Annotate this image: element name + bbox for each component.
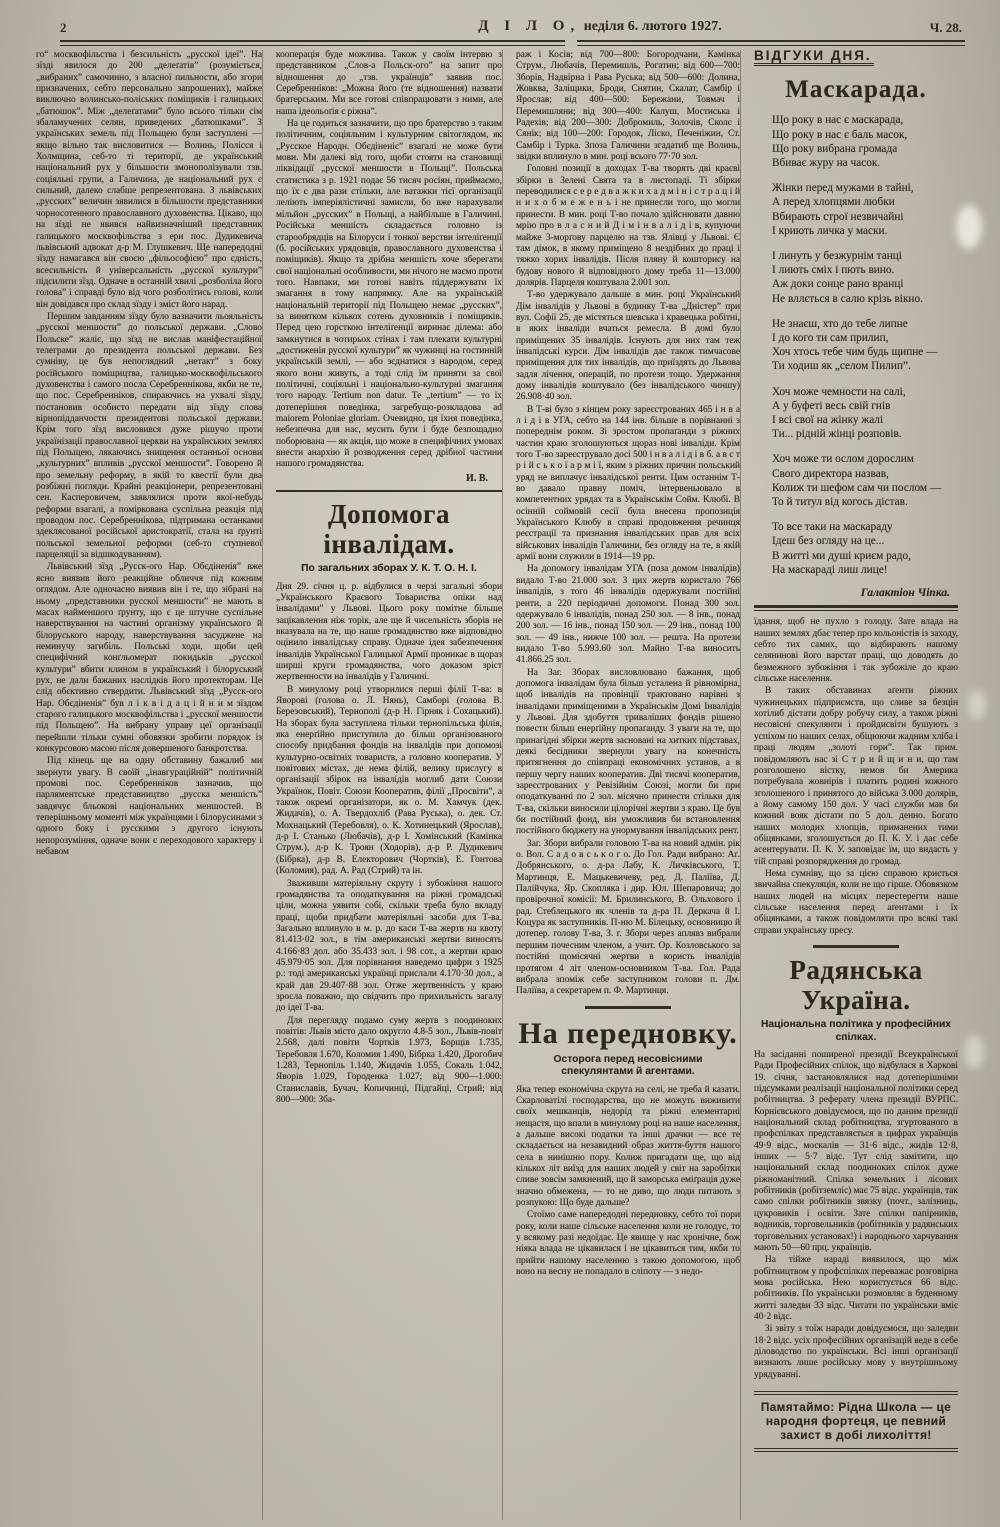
article2-paragraph: В минулому році утворилися перші філії Т-ва: в Яворові (голова о. Л. Нянь), Самборі (голова В. Березовський), Тернополі (д-р Н. Гірняк і Сохацький). На зборах була заступлена тільки тернопільська філія, яка енерґійно приступила до більш організованого способу придбання фондів на інвалідів при допомозі культурно-освітніх товариств, а головно кооператив. У повітових містах, де нема філій, велику прислугу в організації збірок на інвалідів моглиб дати Союзи Українок, Повіт. Союзи Кооператив, філії „Просвіти”, а також окремі організатори, як о. М. Хамчук (дек. Жидачів), о. А. Твердохліб (Рава Руська), о. дек. Ст. Мохнацький (Теребовля), о. К. Хотинецький (Ярослав), д-р І. Станько (Любачів), д-р І. Хомінський (Камінка Струм.), д-р К. Троян (Ходорів), д-р Р. Дудикевич (Бібрка), д-р В. Електорович (Чортків), Е. Гонтова (Коломия), рад. А. Рад (Стрий) та ін.	[276, 684, 502, 877]
section-divider	[754, 605, 958, 611]
poem-line: Ти... рідній жінці розповів.	[772, 428, 902, 441]
article2-paragraph: На допомогу інвалідам УГА (поза домом інвалідів) видало Т-во 21.000 зол. З цих жертв користало 766 інвалідів, з того 46 інвалідів одержували постійні ренти, а 220 періодичні допомоги. Понад 300 зол. одержувало 6 інвалідів, понад 250 зол. — 8 інв., понад 200 зол. — 16 інв., понад 150 зол. — 29 інв., понад 100 зол. — 49 інв., нижче 100 зол. — решта. На протези видало Т-во 5.993.60 зол. Майно Т-ва виносить 41.866.25 зол.	[516, 564, 740, 666]
article2-paragraph: Зваживши матеріяльну скруту і зубожіння нашого громадянства та оподаткування на ріжні громадські ціли, можна уявити собі, скільки треба було вкладу праці, щоби придбати матеріяльні засоби для Т-ва. Загально вплинуло в м. р. до каси Т-ва жертв на квоту 81.413·02 зол., в тім американські жертви виносять 4.166·83 дол. або 35.433 зол. і 98 сот., а жертви краю 45.979·05 зол. Для порівнання наведемо цифри з 1925 р.: тоді американські українці прислали 4.170·30 дол., а край дав 29.407·88 зол. Отже жертвенність у краю зросла поважно, що свідчить про прихильність загалу до ідеї Т-ва.	[276, 878, 502, 1014]
poem-line: Що року в нас є баль масок,	[772, 128, 908, 141]
paper-crease	[964, 1035, 984, 1069]
poem-stanza	[772, 113, 958, 170]
poem-author-signature: Галактіон Чіпка.	[860, 587, 950, 600]
poem-stanza	[772, 452, 958, 509]
article2-paragraph: Для перегляду подамо суму жертв з поодиноких повітів: Львів місто дало округло 4.8-5 зол., Львів-повіт 2.568, далі повіти Чортків 1.973, Борщів 1.735, Теребовля 1.670, Коломия 1.490, Бібрка 1.420, Дрогобич 1.283, Тернопіль 1.140, Жидачів 1.055, Сокаль 1.042, Яворів 1.029, Городенка 1.027; від 900—1.000: Станиславів, Бучач, Копичинці, Підгайці, Стрий; від 800—900: Зба-	[276, 1015, 502, 1106]
poem-headline: Маскарада.	[785, 76, 927, 104]
issue-date: неділя 6. лютого 1927.	[583, 19, 722, 34]
article3-subtitle: Осторога перед несовісними спекулянтами й агентами.	[553, 1053, 703, 1078]
section-header-vidhuky-dnia: ВІДГУКИ ДНЯ.	[754, 50, 874, 66]
article1-paragraph: кооперація буде можлива. Також у своїм інтервю з представником „Слов-а Польск-ого” на запит про відношення до „тзв. українців” заявив пос. Серебренніков: „Можна його (те відношення) назвати братерським. Ми все готові співпрацювати з ними, але наша ідеольоґія є ріжна”.	[276, 50, 502, 117]
poem-line: Хоч може ти ослом дорослим	[772, 453, 914, 466]
poem-stanza	[772, 520, 958, 577]
masthead	[0, 18, 1000, 44]
article2-paragraph: раж і Косів; від 700—800: Богородчани, Камінка Струм., Любачів, Перемишль, Рогатин; від 600—700: Зборів, Надвірна і Рава Руська; від 500—600: Долина, Жовква, Заліщики, Броди, Снятин, Скалат, Самбір і Ярослав; від 400—500: Бережани, Товмач і Перемишляни; від 300—400: Калуш, Мостиська і Радехів; від 200—300: Добромиль, Золочів, Сколє і Сянік; від 100—200: Городок, Ліско, Печеніжин, Ст. Самбір і Турка. Зпоза Галичини згадатиб ще Волинь, звідки вплинуло в мин. році всього 77·70 зол.	[516, 50, 740, 163]
poem-line: Ідеш без огляду на це...	[772, 535, 885, 548]
article1-paragraph: Під кінець ще на одну обставину бажалиб ми звернути увагу. В своїй „інавгураційній” політичній промові пос. Серебренніков зазначив, що парляментське представництво „русска меншість” завдячує бльокові національних меншостей. В теперішньому моменті між українцями і білорусинами з одного боку і русскими з другого існують непорозуміння, одначе вони є переходового характеру і небавом	[36, 756, 262, 858]
poem-line: А у буфеті весь свій гнів	[772, 399, 891, 412]
masthead-rule-right	[577, 40, 965, 46]
poem-line: Що року в нас є маскарада,	[772, 114, 904, 127]
poem-line: І линуть у безжурнім танці	[772, 249, 902, 262]
ridna-shkola-slogan: Памятаймо: Рідна Школа — це народня фортеця, це певний захист в добі лихоліття!	[760, 1399, 952, 1442]
article4-paragraph: Зі звіту з тоїж наради довідуємося, що заледви 18·2 відс. усіх професійних організацій веде в себе діловодство по українськи. Всі інші організації визнають лише російську мову у внутрішньому урядуванні.	[754, 1324, 958, 1380]
article4-paragraph: На засіданні поширеної президії Всеукраїнської Ради Професійних спілок, що відбулася в Харкові 19. січня, застановлялися над дотеперішніми підсумками реалізації національної політики серед робітництва. З реферату члена президії ВУРПС. Корнієвського довідуємося, що по даним президії національний склад робітництва, згуртованого в профспілках представляється в цифрах українців 49·9 відс., москалів — 31·6 відс., жидів 12·8, інших — 5·7 відс. Тут слід замітити, що національний склад поодиноких спілок дуже ріжноманітний. Спілка земельних і лісових робітників (робітземліс) має 75 відс. українців, так само спілки робітників звязку (почт., залізниць, цукровиків і освіти. Зате спілки папірників, водників, торговельників (робітників у радянських торговельних установах!) і народнього харчування мають 50—60 прц. українців.	[754, 1050, 958, 1253]
article4-paragraph: На тійже нараді виявилося, що між робітництвом у профспілках переважає розговірна мова російська. Нею користується 66 відс. робітників. По українськи розмовляє в буденному житті заледви 33 відс. Читати по українськи вміє 40·2 відс.	[754, 1255, 958, 1322]
poem-line: І всі свої на жінку жалі	[772, 414, 884, 426]
article2-paragraph: Т-во удержувало дальше в мин. році Український Дім інвалідів у Львові в будинку Т-ва „Дністер” при вул. Софії 25, де містяться шевська і кравецька робітні, в яких інваліди вчаться ремесла. В домі було приміщених 35 інвалідів. Існують для них там теж інвалідські курси. Дім інвалідів дає також тимчасове приміщення для тих інвалідів, що приїздять до Львова задля лічення, операцій, по протези тощо. Удержання дому інвалідів коштувало (без інвалідського чиншу) 26.908·40 зол.	[516, 290, 740, 403]
page-number: 2	[60, 20, 67, 35]
article1-paragraph: Львівський зїзд „Русск-ого Нар. Обєдіненія” вже ясно виявив його реакційне обличчя під кожним оглядом. Але одночасно виявив він і те, що зібрані на ньому „представники русскої меншости” не мають в масах найменшого ґрунту, що є це штучне суспільне наверствування на частині організму українського й білоруського народу, наверствування засуджене на неминучу загибіль. Польські ходи, щоби цей специфічний конґльомерат покидьків „русскої культури” вбити клином в український і білоруський рух, не дали бажаних наслідків його протекторам. Це слід обєктивно ствердити. Львівський зїзд „Русск-ого Нар. Обєдіненія” був л і к в і д а ц і й н и м зїздом старого галицького москвофільства і „русскої меншости під Польщею”. На вибрану управу цеї організації перейшли тільки сумні обовязки зробити порядок із конкурсовою масою після довершеного банкротства.	[36, 562, 262, 754]
article2-paragraph: На Заг. Зборах висловлювано бажання, щоб допомога інвалідам була більш усталена й рівномірна, щоб інвалідів на провінції трактовано нарівні з інвалідами приміщеними в Українськім Домі Інвалідів у Львові. Для здобуття триваліших фондів рішено повести більш енерґійну пропаґанду. З уваги на те, що принагідні збірки жертв засновані на хитких підставах, деякі бесідники звернули увагу на конечність притягнення до співпраці економічних установ, а в першу чергу наших кооператив. Дві тисячі кооператив, зареєстрованих у Ревізійнім Союзі, могли би при оподаткуванні по 2 зол. місячно принести стільки для Т-ва, скільки виносили цілорічні жертви з краю. Це був би постійний фонд, він уможливив би встановлення постійного бюджету на унормування інвалідських рент.	[516, 667, 740, 837]
article3-headline: На передновку.	[518, 1016, 738, 1050]
article2-paragraph: Заг. Збори вибрали головою Т-ва на новий адмін. рік о. Вол. С а д о в с ь к о г о. До Гол. Ради вибрано: Аґ. Добрянського, о. д-ра Лабу, К. Личківського, Т. Мартинця, Е. Мацькевичеву, ред. Д. Паліїва, Д. Палійчука, Яр. Скопляка і дир. Юл. Шепаровича; до провірочної комісії: М. Брилинського, В. Ольхового і рад. Стеблецького як членів та д-ра П. Деркача й І. Коцура як заступників. П-ню М. Білецьку, основницю й дотепер. голову Т-ва, З. г. Збори через аплявз вибрали першим почесним членом, а учит. Ор. Козловського за постійні щомісячні жертви в користь інвалідів протягом 4 літ членом-основником Т-ва. Гол. Рада вибрала зпоміж себе заступником голови п. Дм. Паліїва, а секретарем п. Ф. Мартинця.	[516, 838, 740, 997]
poem-line: Хоч хтось тебе чим будь щипне —	[772, 346, 938, 359]
poem-line: Аж доки сонце рано вранці	[772, 278, 904, 291]
paper-crease	[968, 690, 986, 720]
article3-paragraph: В таких обставинах аґенти ріжних чужинецьких підприємств, що сливе за безцін хотілиб дістати добру робучу силу, а також ріжні несовісні спекулянти і пройдисвіти бушують з успіхом по наших селах, обіцюючи жадним хліба і праці людям „золоті гори”. Так прим. повідомляють нас зі С т р и й щ и н и, що там розголошено вістку, немов би Америка потребувала жовнірів і платить родині кожного зголошеного і принятого до війська 3.000 долярів, а йому самому 150 дол. У часі служби мав би кожний вояк дістати по 5 дол. денно. Богато наших молодих хлопців, приманених тими обіцянками, зголошується до П. К. У. і дає себе асентерувати. П. К. У. заповідає їм, що видасть у тій справі розпорядження до громад.	[754, 686, 958, 867]
poem-line: В житті ми душі криєм радо,	[772, 549, 912, 562]
article2-subtitle: По загальних зборах У. К. Т. О. Н. І.	[301, 563, 477, 575]
ridna-shkola-notice-box	[754, 1391, 958, 1452]
poem-line: Жінки перед мужами в тайні,	[772, 182, 914, 195]
article1-paragraph: го“ москвофільства і безсильність „русскої ідеї”. На зїзді явилося до 200 „делеґатів” (розуміється, „вибраних” самочинно, з власної пильности, або згори призначених, себто персонально запрошених), майже виключно волинсько-поліських поміщиків і галицьких „батюшок”. Між „делеґатами” було всього тільки сім збаламучених селян, приведених „батюшками”. З українських земель під Польщею були заступлені — якщо вільно так висловитися — Волинь, Полісся і Холмщина, себ-то ті території, де український національний рух у більшости змонополізували тзв. соціяльні групи, а Галичина, де національний рух є сильний, далеко слабше репрезентована. З львівських „русских” величин зявилися в більшости представники чорносотенного православного духовенства. Цікаво, що на зїзді не явився найвизначніший представник галицького москвофільства з ери пос. Дудикевича львівський адвокат д-р М. Глушкевич. Ще напередодні зїзду намагався він своєю „фільософією” про єдність, всесильність й універсальність „русскої культури” підсилити зїзд. Одначе в останній хвилі „розболіла його голова” і справді було від чого розболітись голові, коли він довідався про склад зїзду і зміст його нарад.	[36, 50, 262, 310]
poem-line: Хоч може чемности на салі,	[772, 385, 906, 398]
article2-headline: Допомога інвалідам.	[323, 499, 455, 560]
column-1	[36, 50, 262, 1520]
section-divider	[276, 490, 502, 492]
poem-line: І лиють сміх і пють вино.	[772, 264, 895, 277]
poem-line: А перед хлопцями любки	[772, 196, 895, 209]
poem-line: Колиж ти шефом сам чи послом —	[772, 481, 942, 494]
poem-line: Не вллється в салю крізь вікно.	[772, 292, 923, 305]
poem-line: І до кого ти сам прилип,	[772, 331, 889, 344]
article3-paragraph: Нема сумніву, що за цією справою криється звичайна спекуляція, коли не що гірше. Обовязком наших людей на місцях перестерегти наше сільське населення перед аґентами і їх обіцянками, а також повідомляти про всякі такі справи українську пресу.	[754, 868, 958, 936]
poem-line: І криють личка у маски.	[772, 224, 888, 237]
poem-stanza	[772, 317, 958, 374]
poem-line: То й титул від когось дістав.	[772, 496, 908, 509]
poem-line: Вбирають строї незвичайні	[772, 210, 904, 223]
article3-paragraph: Яка тепер економічна скрута на селі, не треба й казати. Скарловатілі господарства, що не можуть виживити своїх мешканців, недорід та ріжні елементарні нещастя, що впали в минулому році на наше населення, а дальше високі податки та інші драчки — все те складається на незавидний образ життя-буття нашого села в нинішню пору. Колиж пригадати ще, що від кількох літ виїзд для наших людей у світ на заробітки сливе зовсім замкнений, що й заморська еміґрація дуже значно обмежена, — то не диво, що люди питають з розпукою: Що буде дальше?	[516, 1084, 740, 1208]
poem-line: Свого директора назвав,	[772, 467, 889, 480]
newspaper-name: Д І Л О,	[478, 18, 581, 34]
article2-paragraph: В Т-ві було з кінцем року зареєстрованих 465 і н в а л і д і в УГА, себто на 144 інв. більше в порівнанні з попереднім роком. Зі зростом пропаґанди з ріжних частин краю зголошуються щораз нові інваліди. Крім того Т-во зареєструвало досі 500 і н в а л і д і в б. а в с т р і й с ь к о ї а р м і ї, яким з ріжних причин польський уряд не виплачує інвалідської ренти. Цим останнім Т-во давало правну поміч, інтервеньювало в компетентних урядах та в Українськім Сойм. Клюбі. В осінній соймовій сесії була внесена пропозиція Українського Клюбу в справі продовження речинця реєстрації та признання інвалідських прав для всіх військових інвалідів Галичини, без огляду на те, в якій армії вони служили в 1914—19 рр.	[516, 404, 740, 563]
poem-line: Що року вибрана громада	[772, 142, 898, 155]
page-columns	[36, 50, 966, 1520]
issue-number: Ч. 28.	[929, 20, 962, 35]
article1-paragraph: На це годиться зазначити, що про братерство з таким політичним, соціяльним і культурним світоглядом, як „Русское Народн. Обєдіненіє” взагалі не може бути мови. Ми далекі від того, щоби стояти на становищі ліквідації „русскої меншости в Польщі”. Польська статистика з р. 1921 подає 56 тисяч росіян, приймаємо, що їх є два рази стільки, але ватажки тієї організації леліють імперіялістичні замисли, бо вже нарахували мільйон „русских” в Польщі, а найбільше в Галичині. Російська меншість складається головно із старообрядців на Білоруси і тонкої верстви інтеліґенції (б. російських урядовців, православного духовенства і поміщиків). Якщо та дрібна меншість хоче зберегати свої національні особливости, ми нічого не маємо проти того. Навпаки, ми готові навіть піддержувати їх змагання в тому напрямку. Але на українській національній території під Польщею немає „русских”, за винятком кількох сотень духовників і поміщиків. Перед цею горсткою інтеліґенції виринає ділема: або замкнутися в чотирьох стінах і там плекати культурні „достиженія русскої культури” як чужинці на гостинній українській землі, — або зєднатися з народом, серед якого вони живуть, а тоді слід їм приняти за свої політичні, соціяльні і національно-культурні змагання того народу. Tertium non datur. Те „tertium” — то їх дотеперішня поведінка, загребущо-розкладова ad maiorem Poloniae gloriam. Очевидно, ця їхня поведінка, небезпечна для нас, мусить бути і буде безпощадно поборювана — як акція, що може в специфічних умовах внести анархію й розводження серед дрібної частини нашого громадянства.	[276, 119, 502, 470]
poem-line: То все таки на маскараду	[772, 521, 893, 534]
poem-line: Не знаєш, хто до тебе липне	[772, 317, 908, 330]
poem-line: На маскараді лиш лице!	[772, 563, 888, 576]
article2-paragraph: Головні позиції в доходах Т-ва творять дві краєві збірки в Зелені Свята та в листопаді. Ті збірки переводилися с е р е д в а ж к и х а д м і н і с т р а ц і й н и х о б м е ж е н ь і не принесли того, що могли принести. В мин. році Т-во почало здійснювати давню мрію про в л а с н и й Д і м і н в а л і д і в, купуючи майже 3-морґову парцелю на тзв. Ялівці у Львові. Є там дімок, в якому приміщено 8 нездібних до праці і тяжко хорих інвалідів. Після пляну й кошторису на будову нового й відповідного дому треба 11—13.000 долярів. Парцеля коштувала 2.001 зол.	[516, 164, 740, 288]
article4-subtitle: Національна політика у професійних спілках.	[760, 1019, 952, 1043]
article1-paragraph: Першим завданням зїзду було вазначити льояльність „русскої меншости” до польської держави. „Слово Польске” жаліє, що зїзд не вислав маніфестаційної телеграми до президента польської держави. Без сумніву, це був непоглядний „нетакт” з боку російського поміщицтва, галицько-москвофільського духовенства і самого посла Серебреннікова, якби не те, що пос. Серебренніков, спираючись на ухвалі зїзду, постановив особисто передати від зїзду слова вірнопідданчости президентові польської держави. Крім того зїзд висловився дуже рішучо проти українізації православної церкви на українських землях під Польщею, лякаючись знищення останньої основи „культурних” впливів „русскої меншости”. Говорено й про земельну реформу, в якій то квестії були два розбіжні погляди. Крайні реакціонери, репрезентовані сен. Касперовичем, заявлялися проти якої-небудь реформи взагалі, а поміркована суспільна реакція під проводом пос. Серебреннікова, підтримана останками здеклясованої російської аристократії, стала на ґрунті польської земельної реформи (себ-то ступневої парцеляції за відшкодуванням).	[36, 311, 262, 561]
article2-paragraph: Дня 29. січня ц. р. відбулися в черзі загальні збори „Українського Краєвого Товариства опіки над інвалідами” у Львові. Цього року помітне більше зацікавлення ніж торік, але ще й чисельність зборів не вказувала на те, що наше громадянство вже відповідно оцінило інвалідську справу. Одначе ідея забезпечення інвалідів Української Галицької Армії проникає в щораз ширші круги громадянства, чого доказом зріст жертвенности на інвалідів у Галичині.	[276, 581, 502, 683]
section-divider	[813, 945, 899, 948]
poem-stanza	[772, 385, 958, 442]
poem-line: Вбиває журу на часок.	[772, 156, 881, 169]
newspaper-title	[478, 18, 722, 35]
column-3	[502, 50, 740, 1520]
column-4	[740, 50, 958, 1520]
column-2	[262, 50, 502, 1520]
poem-stanza	[772, 181, 958, 238]
poem-stanza	[772, 249, 958, 306]
poem-line: Ти ходиш як „селом Пилип”.	[772, 360, 911, 373]
article3-paragraph: Стоїмо саме напередодні передновку, себто тої пори року, коли наше сільське населення коли не голодує, то у всякому разі недоїдає. Це явище у нас хронічне, бож ніяка влада не цікавилася і не цікавиться тим, якби то прийти нашому населенню з такою допомогою, щоб воно на весну не попадало в сліпоту — з недо-	[516, 1210, 740, 1278]
masthead-rule-left	[60, 40, 565, 46]
section-divider	[585, 1006, 671, 1009]
article4-headline: Радянська Україна.	[789, 955, 923, 1015]
article1-author-signature: И. В.	[466, 472, 488, 484]
article3-paragraph: їдання, щоб не пухло з голоду. Зате влада на наших землях дбає тепер про кольоністів із заходу, себто тих самих, що відбирають нашому селянинові його варстат праці, що доводять до безмежного зубожіння і так зубожіле до краю сільське населення.	[754, 617, 958, 685]
